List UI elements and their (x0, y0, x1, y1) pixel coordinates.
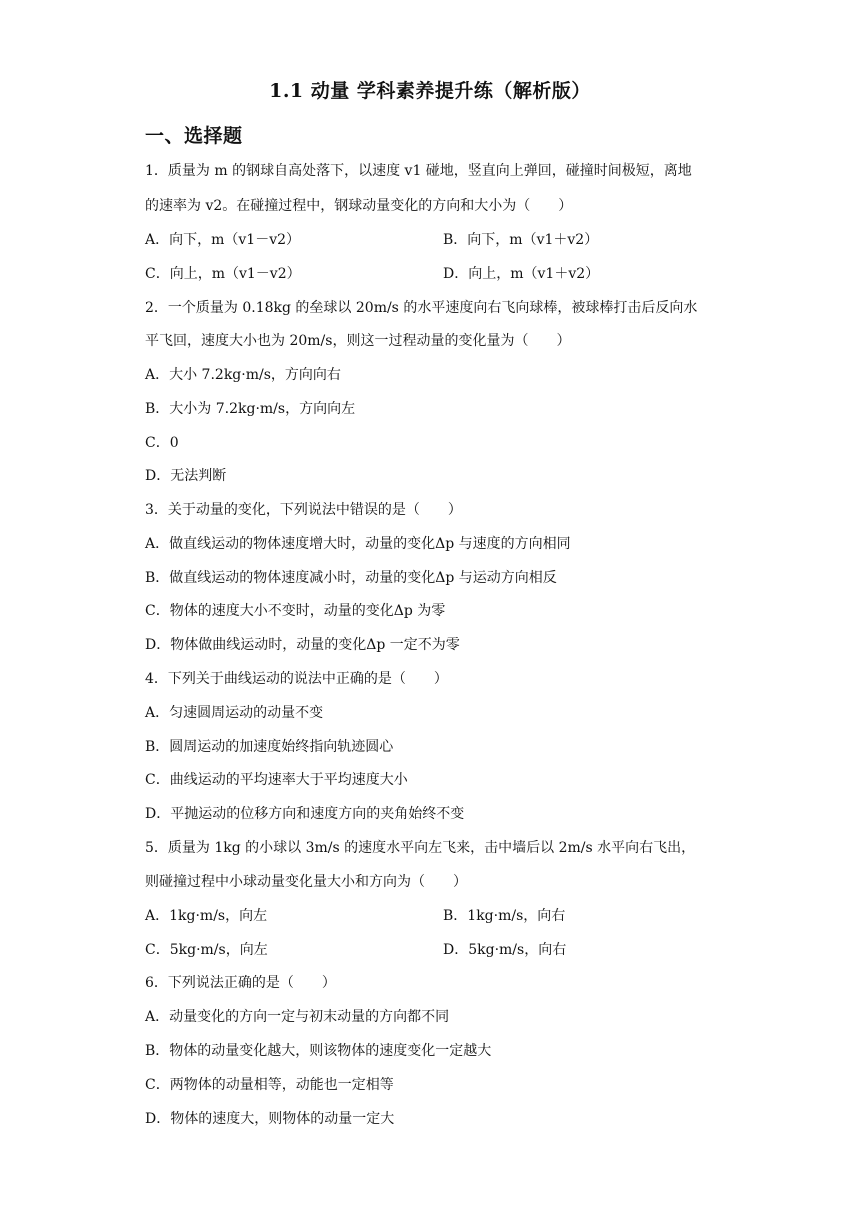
question-5-option-a: A．1kg·m/s，向左 (145, 908, 268, 924)
question-5-stem-line-1: 5．质量为 1kg 的小球以 3m/s 的速度水平向左飞来，击中墙后以 2m/s 水平向右飞出， (145, 840, 696, 856)
question-6-option-b: B．物体的动量变化越大，则该物体的速度变化一定越大 (145, 1043, 492, 1059)
question-1-option-c: C．向上，m（v1－v2） (145, 266, 301, 282)
question-2-option-a: A．大小 7.2kg·m/s，方向向右 (145, 367, 341, 383)
question-1-option-a: A．向下，m（v1－v2） (145, 232, 301, 248)
question-4-option-d: D．平抛运动的位移方向和速度方向的夹角始终不变 (145, 806, 465, 822)
question-4-option-b: B．圆周运动的加速度始终指向轨迹圆心 (145, 739, 394, 755)
question-3-option-d: D．物体做曲线运动时，动量的变化Δp 一定不为零 (145, 637, 460, 653)
question-1-option-d: D．向上，m（v1＋v2） (443, 266, 600, 282)
section-heading: 一、选择题 (145, 125, 243, 147)
question-1-option-b: B．向下，m（v1＋v2） (443, 232, 599, 248)
document-title: 1.1 动量 学科素养提升练（解析版） (269, 80, 591, 102)
question-3-option-c: C．物体的速度大小不变时，动量的变化Δp 为零 (145, 603, 446, 619)
question-2-stem-line-1: 2．一个质量为 0.18kg 的垒球以 20m/s 的水平速度向右飞向球棒，被球棒打击后反向水 (145, 300, 698, 316)
question-2-option-b: B．大小为 7.2kg·m/s，方向向左 (145, 401, 356, 417)
question-3-option-a: A．做直线运动的物体速度增大时，动量的变化Δp 与速度的方向相同 (145, 536, 571, 552)
question-5-stem-line-2: 则碰撞过程中小球动量变化量大小和方向为（ ） (145, 874, 467, 890)
question-1-stem-line-2: 的速率为 v2。在碰撞过程中，钢球动量变化的方向和大小为（ ） (145, 198, 573, 214)
question-6-option-d: D．物体的速度大，则物体的动量一定大 (145, 1111, 395, 1127)
question-4-option-c: C．曲线运动的平均速率大于平均速度大小 (145, 772, 408, 788)
question-3-option-b: B．做直线运动的物体速度减小时，动量的变化Δp 与运动方向相反 (145, 570, 557, 586)
question-6-stem: 6．下列说法正确的是（ ） (145, 975, 336, 991)
question-4-option-a: A．匀速圆周运动的动量不变 (145, 705, 324, 721)
question-1-stem-line-1: 1．质量为 m 的钢球自高处落下，以速度 v1 碰地，竖直向上弹回，碰撞时间极短，离地 (145, 163, 692, 179)
question-2-stem-line-2: 平飞回，速度大小也为 20m/s，则这一过程动量的变化量为（ ） (145, 333, 571, 349)
question-5-option-c: C．5kg·m/s，向左 (145, 942, 268, 958)
question-5-option-d: D．5kg·m/s，向右 (443, 942, 567, 958)
question-3-stem: 3．关于动量的变化，下列说法中错误的是（ ） (145, 502, 462, 518)
question-5-option-b: B．1kg·m/s，向右 (443, 908, 566, 924)
question-2-option-c: C．0 (145, 435, 179, 451)
question-4-stem: 4．下列关于曲线运动的说法中正确的是（ ） (145, 671, 448, 687)
question-2-option-d: D．无法判断 (145, 468, 227, 484)
question-6-option-c: C．两物体的动量相等，动能也一定相等 (145, 1077, 394, 1093)
question-6-option-a: A．动量变化的方向一定与初末动量的方向都不同 (145, 1009, 450, 1025)
